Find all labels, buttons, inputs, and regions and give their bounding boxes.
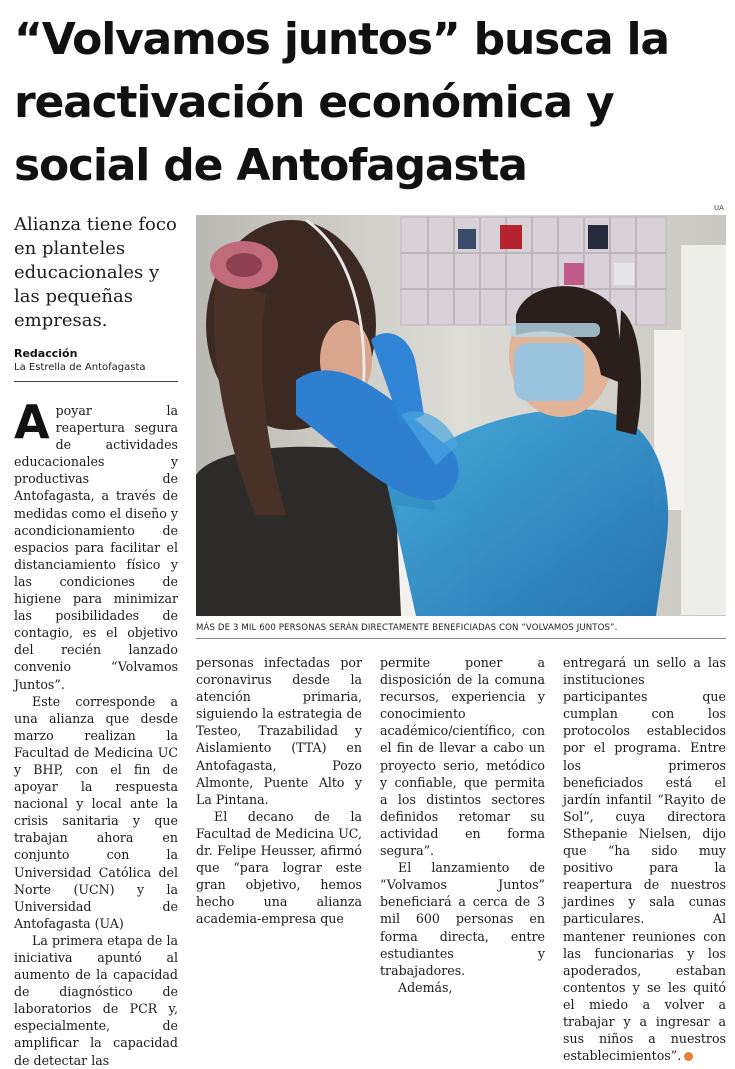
byline — [14, 347, 178, 374]
byline-outlet: La Estrella de Antofagasta — [14, 362, 146, 373]
photo-health-worker-icon — [196, 215, 726, 616]
photo-caption: MÁS DE 3 MIL 600 PERSONAS SERÁN DIRECTAMENTE BENEFICIADAS CON “VOLVAMOS JUNTOS”. — [196, 623, 618, 633]
article-photo — [196, 215, 726, 616]
paragraph-3-continued: personas infectadas por coronavirus desde la atención primaria, siguiendo la estrategia de Testeo, Trazabilidad y Aislamiento (TTA) en Antofagasta, Pozo Almonte, Puente Alto y La Pintana. — [196, 655, 362, 807]
paragraph-1-text: poyar la reapertura segura de actividades educacionales y productivas de Antofagasta, a través de medidas como el diseño y acondicionamiento de espacios para facilitar el distanciamiento físico y las condiciones de higiene para minimizar las posibilidades de contagio, es el objetivo del recién lanzado convenio “Volvamos Juntos”. — [14, 403, 178, 692]
subheadline: Alianza tiene foco en planteles educacionales y las pequeñas empresas. — [14, 214, 177, 331]
paragraph-1 — [14, 395, 178, 693]
paragraph-4: El decano de la Facultad de Medicina UC, dr. Felipe Heusser, afirmó que “para lograr este gran objetivo, hemos hecho una alianza academia-empresa que — [196, 808, 362, 927]
byline-author: Redacción — [14, 347, 78, 360]
article-column-4 — [563, 654, 726, 1064]
article-column-3 — [380, 654, 545, 995]
end-of-article-icon — [684, 1052, 693, 1061]
article-column-1 — [14, 395, 178, 1068]
paragraph-6: Además, — [398, 979, 453, 995]
caption-divider — [196, 638, 726, 639]
paragraph-6-continued: entregará un sello a las instituciones participantes que cumplan con los protocolos establecidos por el programa. Entre los primeros beneficiados está el jardín infantil “Rayito de Sol”, cuya directora Sthepanie Nielsen, dijo que “ha sido muy positivo para la reapertura de nuestros jardines y sala cunas particulares. Al mantener reuniones con las funcionarias y los apoderados, estaban contentos y se les quitó el miedo a volver a trabajar y a ingresar a sus niños a nuestros establecimientos”. — [563, 655, 726, 1064]
byline-divider — [14, 381, 178, 382]
paragraph-2: Este corresponde a una alianza que desde marzo realizan la Facultad de Medicina UC y BHP, con el fin de apoyar la respuesta nacional y local ante la crisis sanitaria y que trabajan ahora en conjunto con la Universidad Católica del Norte (UCN) y la Universidad de Antofagasta (UA) — [14, 693, 178, 931]
paragraph-4-continued: permite poner a disposición de la comuna recursos, experiencia y conocimiento académico/científico, con el fin de llevar a cabo un proyecto serio, metódico y confiable, que permita a los distintos sectores definidos retomar su actividad en forma segura”. — [380, 655, 545, 859]
photo-credit: UA — [714, 204, 724, 212]
article-column-2 — [196, 654, 362, 942]
paragraph-5: El lanzamiento de “Volvamos Juntos” beneficiará a cerca de 3 mil 600 personas en forma directa, entre estudiantes y trabajadores. — [380, 860, 545, 978]
drop-cap: A — [14, 395, 50, 449]
paragraph-3: La primera etapa de la iniciativa apuntó al aumento de la capacidad de diagnóstico de laboratorios de PCR y, especialmente, de amplificar la capacidad de detectar las — [14, 932, 178, 1068]
headline: “Volvamos juntos” busca la reactivación económica y social de Antofagasta — [14, 14, 669, 191]
